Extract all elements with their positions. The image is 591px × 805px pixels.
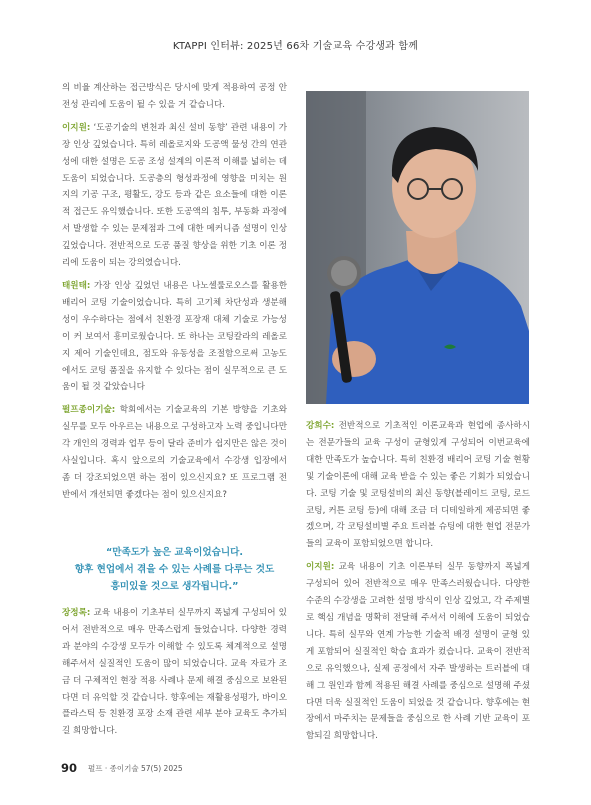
interviewee-photo	[306, 91, 529, 404]
question-text: 학회에서는 기술교육의 기본 방향을 기초와 실무를 모두 아우르는 내용으로 구성하고자 노력 중입니다만 각 개인의 경력과 업무 등이 달라 준비가 쉽지만은 않은 것이 사실입니다. 혹시 앞으로의 기술교육에서 수강생 입장에서 좀 더 강조되었으면 하는 점이 있으신지요? 또 프로그램 전반에서 개선되면 좋겠다는 점이 있으신지요?	[62, 405, 287, 500]
page-number: 90	[61, 761, 78, 775]
answer-text: 교육 내용이 기초 이론부터 실무 동향까지 폭넓게 구성되어 있어 전반적으로 매우 만족스러웠습니다. 다양한 수준의 수강생을 고려한 설명 방식이 인상 깊었고, 각 주제별로 핵심 개념을 명확히 전달해 주셔서 이해에 도움이 되었습니다. 특히 실무와 연계 가능한 기술적 배경 설명이 균형 있게 포함되어 실질적인 학습 효과가 컸습니다. 교육이 전반적으로 유익했으나, 실제 공정에서 자주 발생하는 트러블에 대해 그 원인과 함께 적용된 해결 사례를 중심으로 설명해 주셨다면 더욱 실질적인 도움이 되었을 것 같습니다. 향후에는 현장에서 마주치는 문제들을 중심으로 한 사례 기반 교육이 포함되길 희망합니다.	[306, 562, 530, 742]
right-column	[306, 418, 530, 745]
answer-paragraph	[62, 278, 287, 396]
page-footer	[38, 761, 558, 781]
speaker-name: 펄프종이기술:	[62, 405, 116, 416]
answer-text: 전반적으로 기초적인 이론교육과 현업에 종사하시는 전문가들의 교육 구성이 균형있게 구성되어 이번교육에 대한 만족도가 높습니다. 특히 친환경 배리어 코팅 기술 현황 및 기술이론에 대해 교육 받을 수 있는 좋은 기회가 되었습니다. 코팅 기술 및 코팅설비의 최신 동향(블레이드 코팅, 로드코팅, 커튼 코팅 등)에 대해 조금 더 디테일하게 제공되면 좋겠으며, 각 코팅설비별 주요 트러블 슈팅에 대한 현업 전문가들의 교육이 포함되었으면 합니다.	[306, 421, 530, 550]
speaker-name: 강희수:	[306, 421, 335, 431]
answer-text: ‘도공기술의 변천과 최신 설비 동향’ 관련 내용이 가장 인상 깊었습니다. 특히 레올로지와 도공액 물성 간의 연관성에 대한 설명은 도공 조성 설계의 이론적 이해를 넓히는 데 도움이 되었습니다. 도공층의 형성과정에 영향을 미치는 원지의 기공 구조, 평활도, 강도 등과 같은 요소들에 대한 이론적 접근도 유익했습니다. 또한 도공액의 침투, 부동화 과정에서 발생할 수 있는 문제점과 그에 대한 메커니즘 설명이 인상 깊었습니다. 전반적으로 도공 품질 향상을 위한 기초 이론 정리에 도움이 되는 강의였습니다.	[62, 122, 287, 269]
pull-quote-line: “만족도가 높은 교육이었습니다.	[105, 547, 244, 558]
pull-quote-line: 향후 현업에서 겪을 수 있는 사례를 다루는 것도	[74, 564, 275, 575]
journal-citation: 펄프 · 종이기술 57(5) 2025	[88, 764, 183, 773]
speaker-name: 이지원:	[62, 122, 91, 133]
left-column	[62, 80, 287, 504]
question-paragraph	[62, 402, 287, 503]
answer-paragraph	[62, 605, 287, 740]
speaker-name: 장정록:	[62, 608, 91, 618]
interviewee-photo-illustration	[306, 91, 529, 404]
speaker-name: 태원태:	[62, 280, 91, 291]
intro-paragraph: 의 비율 계산하는 접근방식은 당시에 맞게 적용하여 공정 안전성 관리에 도움이 될 수 있을 거 같습니다.	[62, 83, 287, 110]
header-title: KTAPPI 인터뷰: 2025년 66차 기술교육 수강생과 함께	[172, 41, 419, 52]
speaker-name: 이지원:	[306, 562, 335, 573]
pull-quote-line: 흥미있을 것으로 생각됩니다.”	[110, 581, 239, 592]
answer-text: 가장 인상 깊었던 내용은 나노셀룰로오스를 활용한 배리어 코팅 기술이었습니다. 특히 고기체 차단성과 생분해성이 우수하다는 점에서 친환경 포장재 대체 기술로 가능성이 커 보여서 흥미로웠습니다. 또 하나는 코팅칼라의 레올로지 제어 기술인데요, 점도와 유동성을 조절함으로써 고농도에서도 코팅 품질을 유지할 수 있다는 점이 실무적으로 큰 도움이 될 것 같았습니다	[62, 280, 287, 393]
answer-paragraph	[306, 418, 530, 553]
answer-paragraph	[306, 559, 530, 745]
answer-text: 교육 내용이 기초부터 실무까지 폭넓게 구성되어 있어서 전반적으로 매우 만족스럽게 들었습니다. 다양한 경력과 분야의 수강생 모두가 이해할 수 있도록 체계적으로 설명해주셔서 실질적인 도움이 많이 되었습니다. 교육 자료가 조금 더 구체적인 현장 적용 사례나 문제 해결 중심으로 보완된다면 더 유익할 것 같습니다. 향후에는 재활용성평가, 바이오 플라스틱 등 친환경 포장 소재 관련 세부 분야 교육도 추가되길 희망합니다.	[62, 608, 287, 737]
pull-quote	[62, 544, 287, 595]
answer-paragraph	[62, 120, 287, 272]
page-header	[0, 0, 591, 52]
left-column-bottom	[62, 605, 287, 740]
